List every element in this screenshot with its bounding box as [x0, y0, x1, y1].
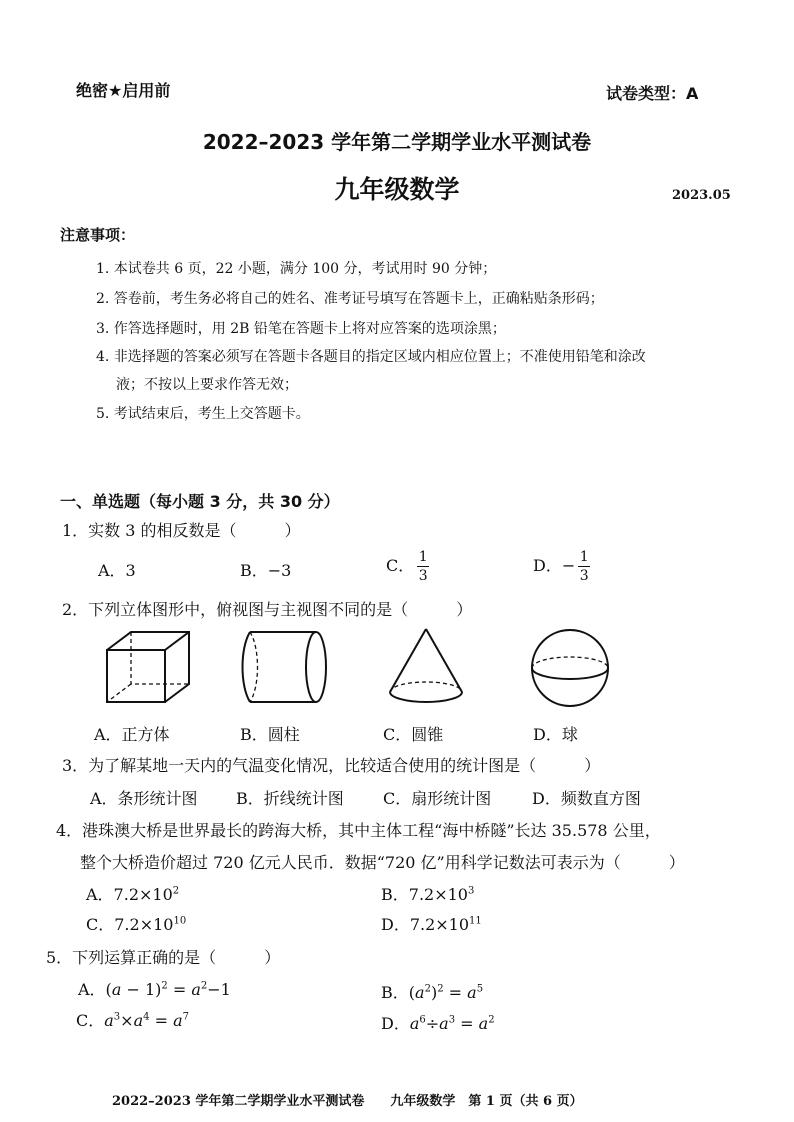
q5-option-a: A．$(a - 1)^2 = a^2-1$ — [78, 980, 231, 999]
question-4-stem-line1: 4．港珠澳大桥是世界最长的跨海大桥，其中主体工程“海中桥隧”长达 35.578 公里， — [56, 821, 661, 840]
cone-figure — [386, 626, 466, 710]
page-footer: 2022–2023 学年第二学期学业水平测试卷 九年级数学 第 1 页（共 6 页） — [112, 1094, 583, 1109]
exam-date: 2023.05 — [672, 188, 731, 203]
question-5-stem: 5．下列运算正确的是（ ） — [46, 948, 281, 967]
note-item: 2. 答卷前，考生务必将自己的姓名、准考证号填写在答题卡上，正确粘贴条形码； — [96, 291, 604, 307]
paper-type-label: 试卷类型：A — [606, 84, 699, 103]
cylinder-figure — [238, 628, 330, 708]
q2-option-b: B．圆柱 — [240, 725, 300, 744]
q1-option-c: C． $\frac{1}{3}$ — [386, 549, 428, 584]
note-item-continued: 液；不按以上要求作答无效； — [116, 377, 298, 393]
question-3-stem: 3．为了解某地一天内的气温变化情况，比较适合使用的统计图是（ ） — [62, 756, 601, 775]
question-2-stem: 2．下列立体图形中，俯视图与主视图不同的是（ ） — [62, 600, 473, 619]
q5-option-d: D．$a^6\div a^3 = a^2$ — [381, 1014, 495, 1033]
cube-figure — [104, 628, 194, 708]
question-4-stem-line2: 整个大桥造价超过 720 亿元人民币．数据“720 亿”用科学记数法可表示为（ ） — [80, 853, 685, 872]
q1-option-b: B．−3 — [240, 561, 292, 580]
q1-option-a: A．3 — [98, 561, 136, 580]
q2-option-a: A．正方体 — [94, 725, 170, 744]
subject-title: 九年级数学 — [334, 175, 460, 204]
q5-option-c: C．$a^3\times a^4 = a^7$ — [76, 1011, 189, 1030]
confidential-label: 绝密★启用前 — [76, 81, 171, 100]
q2-option-c: C．圆锥 — [383, 725, 444, 744]
exam-title: 2022–2023 学年第二学期学业水平测试卷 — [202, 130, 592, 154]
q3-option-b: B．折线统计图 — [236, 789, 344, 808]
note-item: 4. 非选择题的答案必须写在答题卡各题目的指定区域内相应位置上；不准使用铅笔和涂改 — [96, 349, 646, 365]
q3-option-a: A．条形统计图 — [90, 789, 198, 808]
q2-option-d: D．球 — [533, 725, 578, 744]
q3-option-d: D．频数直方图 — [532, 789, 641, 808]
sphere-figure — [528, 626, 612, 710]
q5-option-b: B．$(a^2)^2 = a^5$ — [381, 983, 484, 1002]
note-item: 1. 本试卷共 6 页，22 小题，满分 100 分，考试用时 90 分钟； — [96, 261, 497, 277]
note-item: 5. 考试结束后，考生上交答题卡。 — [96, 406, 310, 422]
question-1-stem: 1．实数 3 的相反数是（ ） — [62, 521, 301, 540]
q4-option-a: A．$7.2\times 10^2$ — [86, 885, 180, 904]
notes-heading: 注意事项： — [60, 226, 136, 244]
q4-option-b: B．$7.2\times 10^3$ — [381, 885, 475, 904]
section-title: 一、单选题（每小题 3 分，共 30 分） — [60, 492, 340, 511]
q1-option-d: D．− $\frac{1}{3}$ — [533, 549, 589, 584]
q4-option-d: D．$7.2\times 10^{11}$ — [381, 915, 482, 934]
q4-option-c: C．$7.2\times 10^{10}$ — [86, 915, 187, 934]
note-item: 3. 作答选择题时，用 2B 铅笔在答题卡上将对应答案的选项涂黑； — [96, 321, 506, 337]
q3-option-c: C．扇形统计图 — [383, 789, 492, 808]
